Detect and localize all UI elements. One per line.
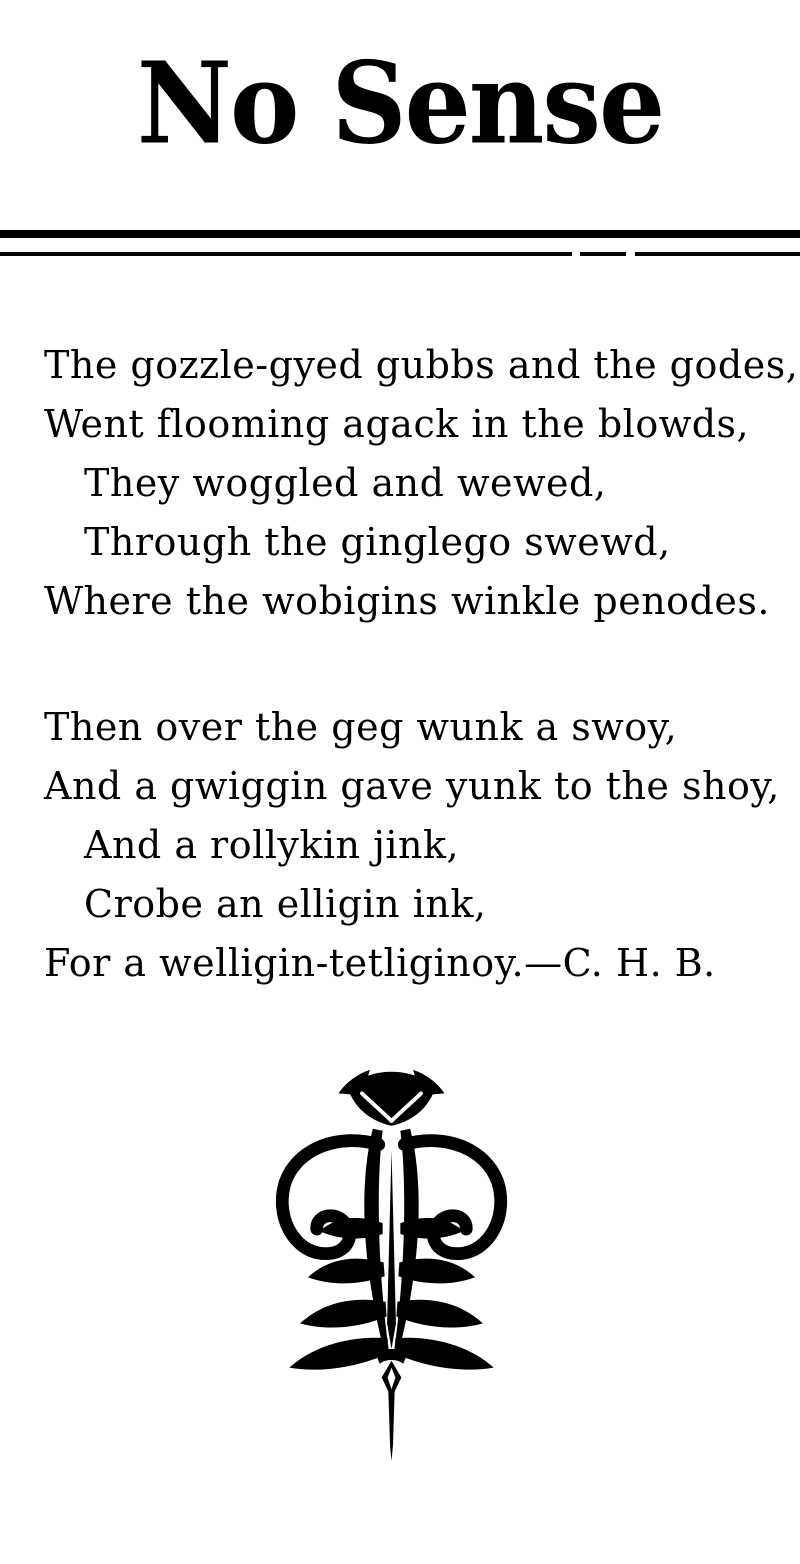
rule-gap <box>572 251 580 257</box>
double-rule <box>0 230 800 260</box>
poem-line: Where the wobigins winkle penodes. <box>44 579 770 624</box>
poem-body <box>44 336 800 993</box>
poem-line: Then over the geg wunk a swoy, <box>44 705 678 750</box>
rule-thin <box>0 252 800 256</box>
poem-line: And a rollykin jink, <box>84 823 460 868</box>
stanza-1 <box>44 336 800 631</box>
poem-line: Through the ginglego swewd, <box>84 520 671 565</box>
poem-line: The gozzle-gyed gubbs and the godes, <box>44 343 799 388</box>
poem-line: Went flooming agack in the blowds, <box>44 402 750 447</box>
poem-title: No Sense <box>136 36 664 170</box>
rule-gap <box>626 251 635 257</box>
poem-line: And a gwiggin gave yunk to the shoy, <box>44 764 780 809</box>
stanza-2 <box>44 698 800 993</box>
poem-line: Crobe an elligin ink, <box>84 882 487 927</box>
fleur-de-lis-ornament-icon <box>244 1060 539 1463</box>
ornament-container <box>0 1060 800 1467</box>
poem-line: They woggled and wewed, <box>84 461 607 506</box>
poem-line: For a welligin-tetliginoy.—C. H. B. <box>44 941 716 986</box>
rule-thick <box>0 230 800 238</box>
